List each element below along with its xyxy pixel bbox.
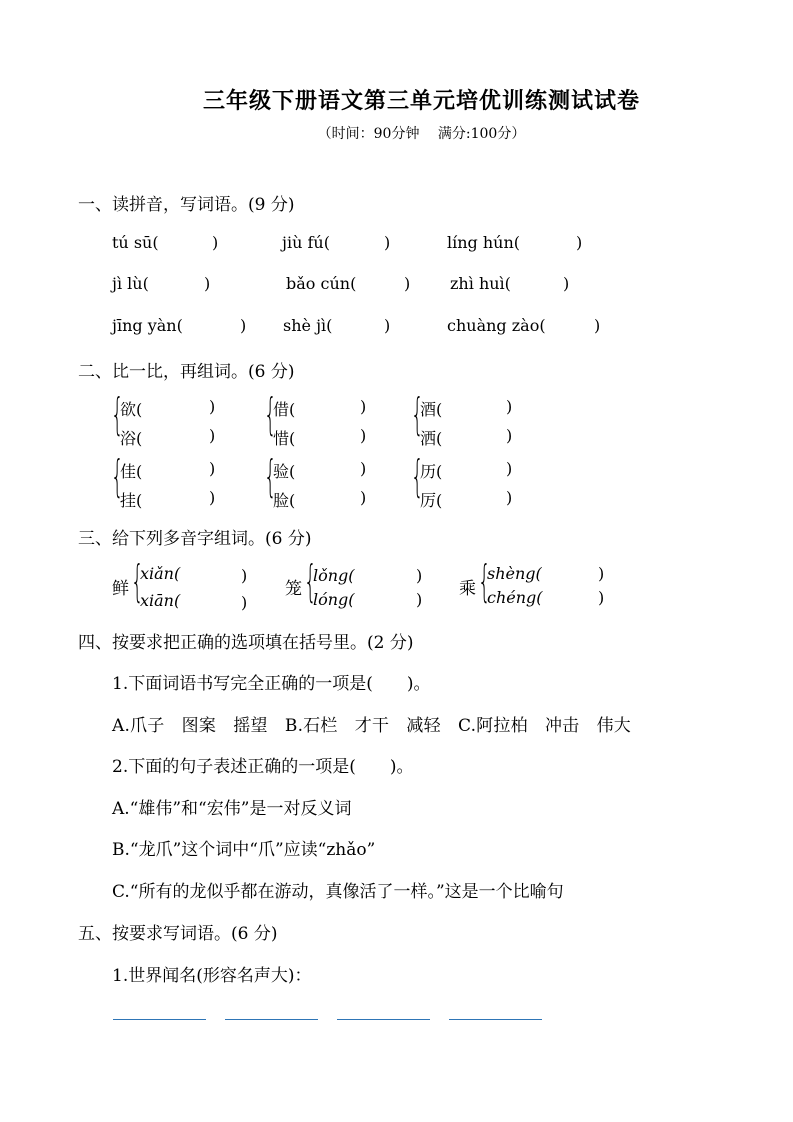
polyphone-reading: lóng(	[313, 590, 355, 609]
brace-icon: {	[264, 451, 277, 502]
paren-close: )	[594, 316, 601, 335]
polyphone-reading: xiǎn(	[140, 564, 181, 583]
paren-close: )	[598, 588, 605, 607]
brace-icon: {	[131, 556, 144, 607]
paren-close: )	[576, 233, 583, 252]
pinyin-item: shè jì(	[283, 316, 333, 335]
pinyin-item: bǎo cún(	[286, 274, 357, 293]
paren-close: )	[416, 590, 423, 609]
question-4-2-option-c: C.“所有的龙似乎都在游动，真像活了一样。”这是一个比喻句	[112, 882, 564, 902]
pinyin-item: zhì huì(	[450, 274, 511, 293]
page-title: 三年级下册语文第三单元培优训练测试试卷	[202, 88, 640, 114]
question-5-1: 1.世界闻名(形容名声大)：	[112, 966, 312, 986]
answer-blank[interactable]	[449, 1019, 542, 1020]
section5-heading: 五、按要求写词语。(6 分)	[78, 924, 278, 944]
polyphone-reading: shèng(	[487, 564, 542, 583]
brace-icon: {	[111, 389, 124, 440]
question-4-1: 1.下面词语书写完全正确的一项是( )。	[112, 674, 431, 694]
paren-close: )	[384, 233, 391, 252]
paren-close: )	[563, 274, 570, 293]
section1-heading: 一、读拼音，写词语。(9 分)	[78, 195, 295, 215]
section3-heading: 三、给下列多音字组词。(6 分)	[78, 529, 312, 549]
paren-close: )	[240, 316, 247, 335]
paren-close: )	[212, 233, 219, 252]
paren-close: )	[360, 488, 367, 507]
section2-heading: 二、比一比，再组词。(6 分)	[78, 362, 295, 382]
answer-blank[interactable]	[337, 1019, 430, 1020]
paren-close: )	[404, 274, 411, 293]
pinyin-item: jiù fú(	[282, 233, 330, 252]
polyphone-char: 鲜	[112, 579, 129, 599]
paren-close: )	[209, 459, 216, 478]
pinyin-item: líng hún(	[447, 233, 521, 252]
paren-close: )	[360, 426, 367, 445]
paren-close: )	[241, 566, 248, 585]
pinyin-item: jīng yàn(	[112, 316, 183, 335]
compare-char: 惜(	[273, 429, 296, 448]
paren-close: )	[416, 566, 423, 585]
polyphone-char: 笼	[285, 579, 302, 599]
compare-char: 洒(	[420, 429, 443, 448]
brace-icon: {	[304, 556, 317, 607]
compare-char: 厉(	[420, 491, 443, 510]
question-4-2: 2.下面的句子表述正确的一项是( )。	[112, 757, 414, 777]
paren-close: )	[506, 488, 513, 507]
compare-char: 佳(	[120, 462, 143, 481]
brace-icon: {	[478, 556, 491, 607]
answer-blank[interactable]	[113, 1019, 206, 1020]
pinyin-item: chuàng zào(	[447, 316, 546, 335]
brace-icon: {	[411, 389, 424, 440]
page-subtitle: （时间：90分钟 满分:100分）	[317, 126, 526, 142]
compare-char: 欲(	[120, 400, 143, 419]
compare-char: 脸(	[273, 491, 296, 510]
polyphone-reading: chéng(	[487, 588, 543, 607]
paren-close: )	[209, 426, 216, 445]
question-4-1-options: A.爪子 图案 摇望 B.石栏 才干 减轻 C.阿拉柏 冲击 伟大	[112, 716, 631, 736]
brace-icon: {	[264, 389, 277, 440]
paren-close: )	[241, 593, 248, 612]
paren-close: )	[506, 397, 513, 416]
paren-close: )	[360, 459, 367, 478]
compare-char: 验(	[273, 462, 296, 481]
brace-icon: {	[111, 451, 124, 502]
paren-close: )	[506, 426, 513, 445]
paren-close: )	[506, 459, 513, 478]
paren-close: )	[204, 274, 211, 293]
compare-char: 借(	[273, 400, 296, 419]
pinyin-text: tú sū(	[112, 233, 159, 252]
paren-close: )	[209, 488, 216, 507]
paren-close: )	[384, 316, 391, 335]
paren-close: )	[598, 564, 605, 583]
paren-close: )	[360, 397, 367, 416]
compare-char: 酒(	[420, 400, 443, 419]
pinyin-item: jì lù(	[112, 274, 149, 293]
polyphone-reading: lǒng(	[313, 566, 355, 585]
answer-blank[interactable]	[225, 1019, 318, 1020]
pinyin-item	[112, 233, 159, 252]
question-4-2-option-a: A.“雄伟”和“宏伟”是一对反义词	[112, 799, 352, 819]
paren-close: )	[209, 397, 216, 416]
polyphone-char: 乘	[459, 579, 476, 599]
question-4-2-option-b: B.“龙爪”这个词中“爪”应读“zhǎo”	[112, 840, 376, 860]
compare-char: 挂(	[120, 491, 143, 510]
section4-heading: 四、按要求把正确的选项填在括号里。(2 分)	[78, 633, 414, 653]
compare-char: 历(	[420, 462, 443, 481]
compare-char: 浴(	[120, 429, 143, 448]
brace-icon: {	[411, 451, 424, 502]
polyphone-reading: xiān(	[140, 591, 181, 610]
